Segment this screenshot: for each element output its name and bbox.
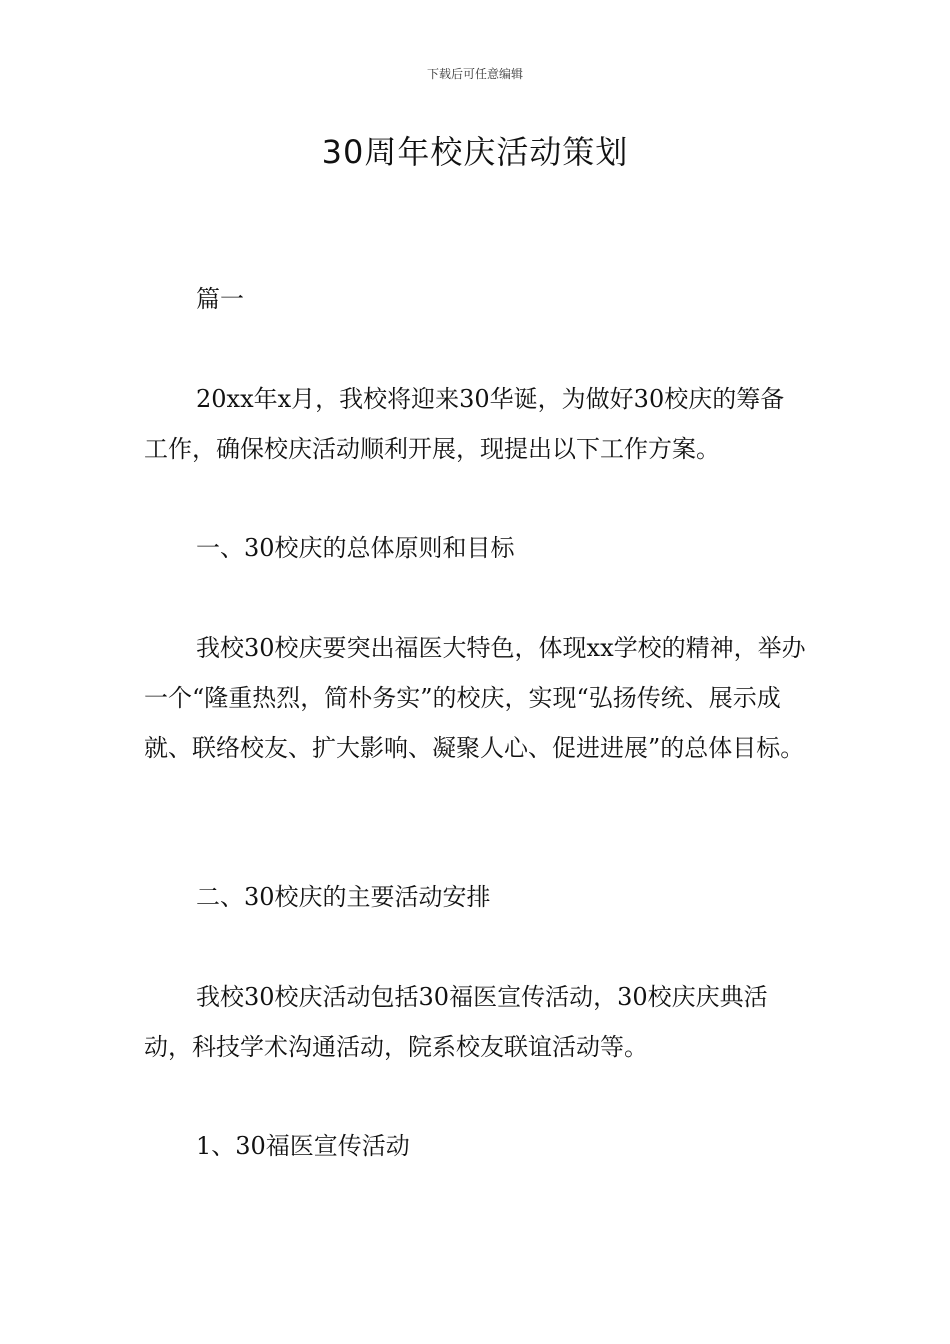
section-paragraph-2: 我校30校庆活动包括30福医宣传活动，30校庆庆典活动，科技学术沟通活动，院系校友联谊活动等。	[144, 983, 768, 1061]
intro-paragraph: 20xx年x月，我校将迎来30华诞，为做好30校庆的筹备工作，确保校庆活动顺利开展，现提出以下工作方案。	[144, 385, 785, 463]
section-heading-1: 一、30校庆的总体原则和目标	[196, 534, 515, 562]
section-heading-2: 二、30校庆的主要活动安排	[196, 883, 491, 911]
section-heading-3: 1、30福医宣传活动	[196, 1132, 410, 1160]
part-label: 篇一	[196, 285, 244, 313]
document-title: 30周年校庆活动策划	[321, 133, 629, 171]
section-paragraph-1: 我校30校庆要突出福医大特色，体现xx学校的精神，举办一个“隆重热烈，简朴务实”的校庆，实现“弘扬传统、展示成就、联络校友、扩大影响、凝聚人心、促进进展”的总体目标。	[144, 634, 806, 762]
header-note: 下载后可任意编辑	[426, 67, 523, 81]
